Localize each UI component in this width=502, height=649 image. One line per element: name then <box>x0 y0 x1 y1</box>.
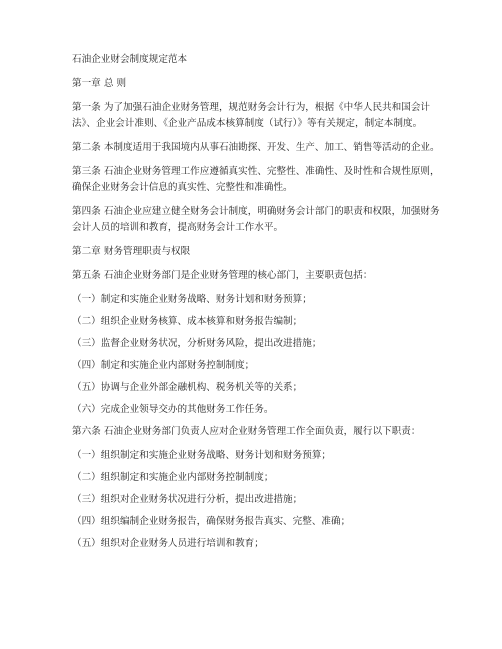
article-6-item: （三）组织对企业财务状况进行分析，提出改进措施； <box>72 494 303 505</box>
article-5-item: （四）制定和实施企业内部财务控制制度； <box>72 360 255 371</box>
article-6-item: （一）组织制定和实施企业财务战略、财务计划和财务预算； <box>72 450 332 461</box>
article-2: 第二条 本制度适用于我国境内从事石油勘探、开发、生产、加工、销售等活动的企业。 <box>72 142 440 153</box>
article-5-item: （三）监督企业财务状况，分析财务风险，提出改进措施； <box>72 338 322 349</box>
article-6-item: （二）组织制定和实施企业内部财务控制制度； <box>72 472 274 483</box>
article-4: 第四条 石油企业应建立健全财务会计制度，明确财务会计部门的职责和权限，加强财务会计人员的培训和教育，提高财务会计工作水平。 <box>72 206 440 233</box>
article-3: 第三条 石油企业财务管理工作应遵循真实性、完整性、准确性、及时性和合规性原则，确保企业财务会计信息的真实性、完整性和准确性。 <box>72 166 440 193</box>
article-5-item: （六）完成企业领导交办的其他财务工作任务。 <box>72 404 274 415</box>
article-1: 第一条 为了加强石油企业财务管理，规范财务会计行为，根据《中华人民共和国会计法》、企业会计准则、《企业产品成本核算制度（试行）》等有关规定，制定本制度。 <box>72 102 431 129</box>
article-5-item: （二）组织企业财务核算、成本核算和财务报告编制； <box>72 316 303 327</box>
document-page <box>72 52 444 558</box>
article-5-item: （一）制定和实施企业财务战略、财务计划和财务预算； <box>72 294 312 305</box>
document-title: 石油企业财会制度规定范本 <box>72 54 188 65</box>
article-5-item: （五）协调与企业外部金融机构、税务机关等的关系； <box>72 382 303 393</box>
chapter-1-heading: 第一章 总 则 <box>72 78 127 89</box>
article-6-item: （四）组织编制企业财务报告，确保财务报告真实、完整、准确； <box>72 516 351 527</box>
article-6: 第六条 石油企业财务部门负责人应对企业财务管理工作全面负责，履行以下职责： <box>72 426 421 437</box>
article-5: 第五条 石油企业财务部门是企业财务管理的核心部门，主要职责包括： <box>72 270 373 281</box>
article-6-item: （五）组织对企业财务人员进行培训和教育； <box>72 538 264 549</box>
chapter-2-heading: 第二章 财务管理职责与权限 <box>72 246 191 257</box>
